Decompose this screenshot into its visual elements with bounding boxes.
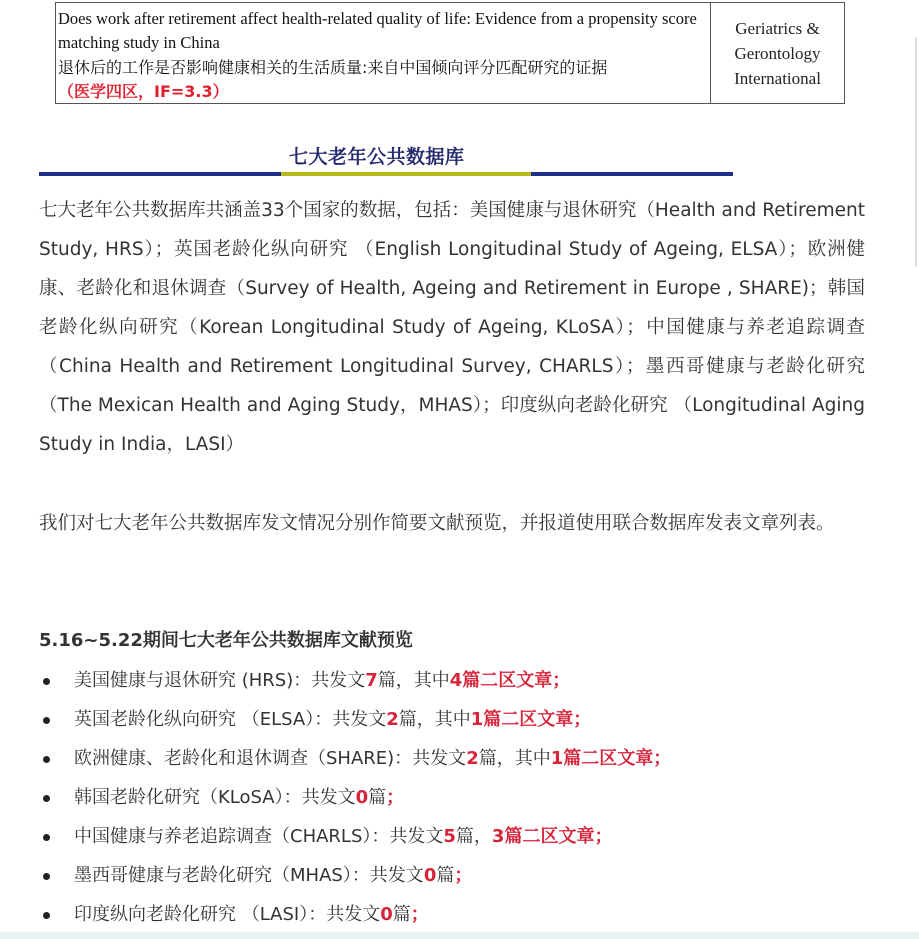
article-count: 0 bbox=[380, 904, 393, 925]
section-title: 七大老年公共数据库 bbox=[289, 146, 465, 168]
article-count: 0 bbox=[355, 787, 369, 808]
paper-title-zh: 退休后的工作是否影响健康相关的生活质量:来自中国倾向评分匹配研究的证据 bbox=[58, 58, 608, 77]
scrollbar-track[interactable] bbox=[915, 38, 917, 266]
list-item bbox=[39, 661, 671, 700]
section-heading bbox=[39, 142, 733, 176]
paper-title-cell bbox=[56, 3, 711, 103]
heading-underline-center bbox=[281, 172, 531, 176]
intro-paragraph: 七大老年公共数据库共涵盖33个国家的数据，包括：美国健康与退休研究（Health and Retirement Study, HRS）；英国老龄化纵向研究 （English Longitudinal Study of Ageing, ELSA）；欧洲健康、老龄化和退休调查（Survey of Health, Ageing and Retirement in Europe , SHARE)；韩国老龄化纵向研究（Korean Longitudinal Study of Ageing, KLoSA）；中国健康与养老追踪调查（China Health and Retirement Longitudinal Survey, CHARLS）；墨西哥健康与老龄化研究（The Mexican Health and Aging Study，MHAS）；印度纵向老龄化研究 （Longitudinal Aging Study in India，LASI） bbox=[39, 200, 865, 455]
database-label: 墨西哥健康与老龄化研究（MHAS）：共发文 bbox=[74, 865, 424, 886]
bullet-dot-icon bbox=[43, 717, 50, 724]
article-count: 2 bbox=[466, 748, 479, 769]
database-preview-list bbox=[39, 661, 671, 934]
count-suffix: 篇，其中 bbox=[398, 709, 471, 730]
highlight-text: 3篇二区文章； bbox=[491, 826, 613, 847]
highlight-text: ； bbox=[410, 904, 429, 925]
list-item bbox=[39, 739, 671, 778]
journal-name-line3: International bbox=[734, 68, 821, 88]
count-suffix: 篇 bbox=[392, 904, 411, 925]
highlight-text: 1篇二区文章； bbox=[550, 748, 672, 769]
journal-cell bbox=[711, 3, 844, 103]
count-suffix: 篇， bbox=[455, 826, 492, 847]
count-suffix: 篇 bbox=[368, 787, 387, 808]
journal-name-line2: Gerontology bbox=[734, 43, 821, 63]
count-suffix: 篇，其中 bbox=[377, 670, 450, 691]
bullet-dot-icon bbox=[43, 795, 50, 802]
bottom-divider bbox=[0, 932, 919, 939]
list-item bbox=[39, 778, 671, 817]
count-suffix: 篇，其中 bbox=[478, 748, 551, 769]
bullet-dot-icon bbox=[43, 756, 50, 763]
database-label: 英国老龄化纵向研究 （ELSA）：共发文 bbox=[74, 709, 387, 730]
journal-name-line1: Geriatrics & bbox=[735, 18, 820, 38]
highlight-text: 4篇二区文章； bbox=[449, 670, 571, 691]
list-item bbox=[39, 895, 671, 934]
paper-reference-table bbox=[55, 2, 845, 104]
list-item bbox=[39, 856, 671, 895]
database-label: 印度纵向老龄化研究 （LASI）：共发文 bbox=[74, 904, 381, 925]
article-count: 5 bbox=[443, 826, 456, 847]
bullet-dot-icon bbox=[43, 678, 50, 685]
database-label: 中国健康与养老追踪调查（CHARLS）：共发文 bbox=[74, 826, 444, 847]
article-count: 2 bbox=[386, 709, 399, 730]
database-label: 韩国老龄化研究（KLoSA）：共发文 bbox=[74, 787, 356, 808]
list-item bbox=[39, 700, 671, 739]
bullet-dot-icon bbox=[43, 873, 50, 880]
overview-paragraph: 我们对七大老年公共数据库发文情况分别作简要文献预览，并报道使用联合数据库发表文章列表。 bbox=[39, 513, 835, 534]
article-count: 7 bbox=[365, 670, 378, 691]
count-suffix: 篇 bbox=[436, 865, 455, 886]
bullet-dot-icon bbox=[43, 834, 50, 841]
paper-title-en: Does work after retirement affect health-related quality of life: Evidence from a propensity score matching study in China bbox=[58, 9, 697, 52]
list-item bbox=[39, 817, 671, 856]
bullet-dot-icon bbox=[43, 912, 50, 919]
highlight-text: ； bbox=[386, 787, 405, 808]
database-label: 美国健康与退休研究 (HRS)：共发文 bbox=[74, 670, 366, 691]
heading-underline-left bbox=[39, 172, 281, 176]
highlight-text: ； bbox=[454, 865, 473, 886]
highlight-text: 1篇二区文章； bbox=[470, 709, 592, 730]
heading-underline-right bbox=[531, 172, 733, 176]
paper-rank: （医学四区，IF=3.3） bbox=[58, 82, 229, 101]
article-count: 0 bbox=[423, 865, 437, 886]
preview-title: 5.16~5.22期间七大老年公共数据库文献预览 bbox=[39, 630, 413, 651]
database-label: 欧洲健康、老龄化和退休调查（SHARE)：共发文 bbox=[74, 748, 467, 769]
